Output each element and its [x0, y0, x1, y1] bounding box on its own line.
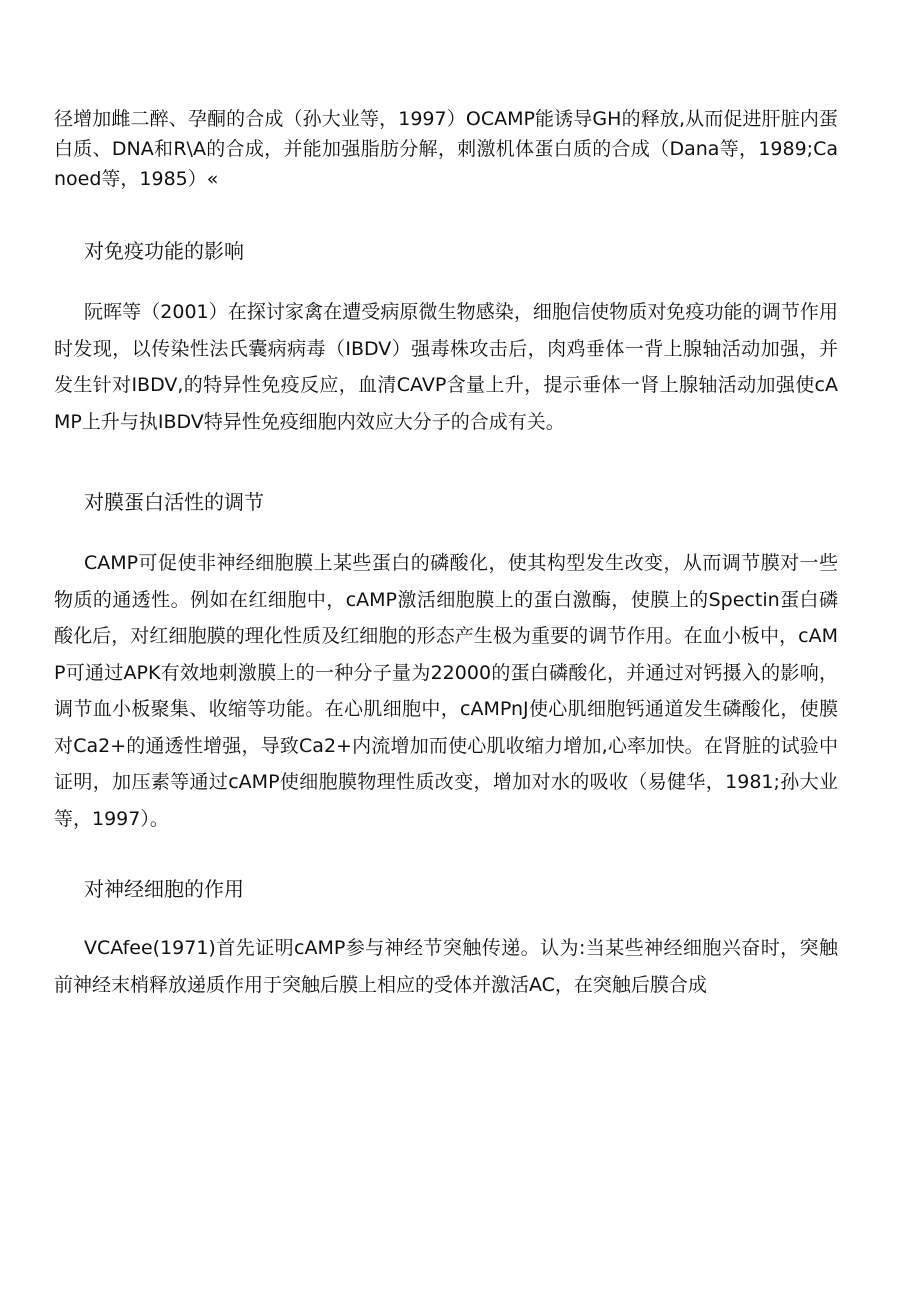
section-heading-immune: 对免疫功能的影响: [84, 239, 244, 263]
section-paragraph-membrane-protein: CAMP可促使非神经细胞膜上某些蛋白的磷酸化，使其构型发生改变，从而调节膜对一些物质的通透性。例如在红细胞中，cAMP激活细胞膜上的蛋白激酶，使膜上的Spectin蛋白磷酸化后，对红细胞膜的理化性质及红细胞的形态产生极为重要的调节作用。在血小板中，cAMP可通过APK有效地刺激膜上的一种分子量为22000的蛋白磷酸化，并通过对钙摄入的影响，调节血小板聚集、收缩等功能。在心肌细胞中，cAMPnJ使心肌细胞钙通道发生磷酸化，使膜对Ca2+的通透性增强，导致Ca2+内流增加而使心肌收缩力增加,心率加快。在肾脏的试验中证明，加压素等通过cAMP使细胞膜物理性质改变，增加对水的吸收（易健华，1981;孙大业等，1997）。: [54, 552, 838, 830]
section-heading-nerve-cell: 对神经细胞的作用: [84, 877, 244, 901]
intro-paragraph: 径增加雌二醉、孕酮的合成（孙大业等，1997）OCAMP能诱导GH的释放,从而促进肝脏内蛋白质、DNA和R\A的合成，并能加强脂肪分解，刺激机体蛋白质的合成（Dana等，1989;Canoed等，1985）«: [54, 108, 838, 190]
spacer: [54, 904, 838, 930]
section-paragraph-immune: 阮晖等（2001）在探讨家禽在遭受病原微生物感染，细胞信使物质对免疫功能的调节作用时发现，以传染性法氏囊病病毒（IBDV）强毒株攻击后，肉鸡垂体一背上腺轴活动加强，并发生针对IBDV,的特异性免疫反应，血清CAVP含量上升，提示垂体一肾上腺轴活动加强使cAMP上升与执IBDV特异性免疫细胞内效应大分子的合成有关。: [54, 301, 838, 433]
section-paragraph-nerve-cell: VCAfee(1971)首先证明cAMP参与神经节突触传递。认为:当某些神经细胞兴奋时，突触前神经末梢释放递质作用于突触后膜上相应的受体并激活AC，在突触后膜合成: [54, 937, 838, 996]
spacer: [54, 440, 838, 487]
spacer: [54, 266, 838, 294]
section-heading-membrane-protein: 对膜蛋白活性的调节: [84, 490, 264, 514]
spacer: [54, 517, 838, 545]
document-page: [54, 104, 838, 1003]
spacer: [54, 837, 838, 874]
spacer: [54, 194, 838, 236]
